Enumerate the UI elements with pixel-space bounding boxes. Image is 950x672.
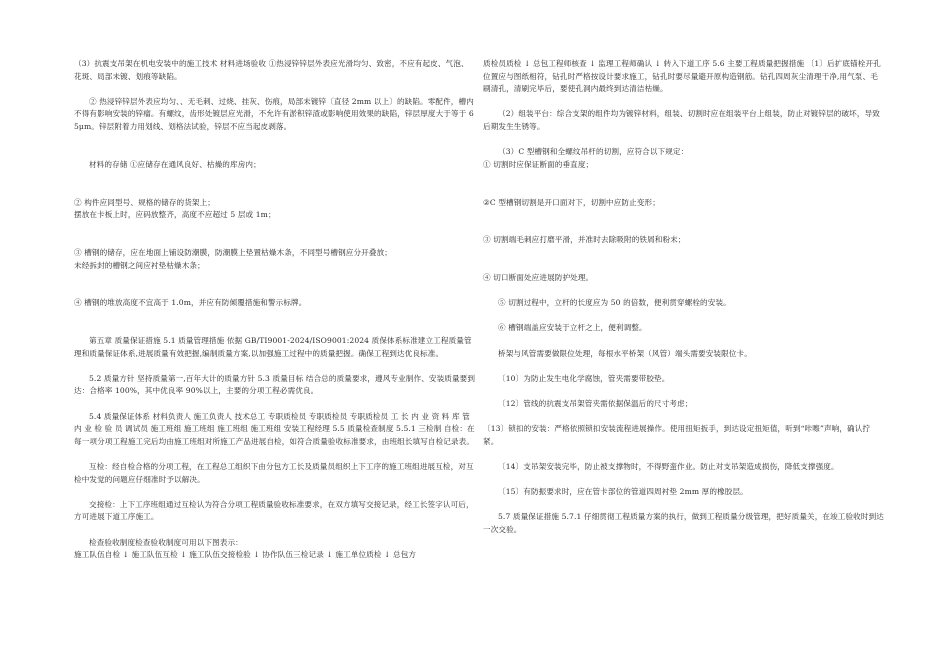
- paragraph-gap: [74, 272, 476, 297]
- paragraph-gap: [483, 335, 884, 348]
- paragraph: 施工队伍自检 ↓ 施工队伍互检 ↓ 施工队伍交接检验 ↓ 协作队伍三检记录 ↓ 施工单位质检 ↓ 总包方: [74, 550, 417, 560]
- paragraph-gap: [74, 398, 476, 411]
- paragraph-gap: [483, 134, 884, 147]
- paragraph: ④ 切口断面处应进展防护处理。: [483, 273, 594, 283]
- paragraph-gap: [483, 448, 884, 461]
- paragraph-gap: [483, 171, 884, 196]
- paragraph-gap: [74, 448, 476, 461]
- paragraph: 5.2 质量方针 坚持质量第一,百年大计的质量方针 5.3 质量目标 结合总的质量要求，遵风专业制作、安装质量要到达：合格率 100%，其中优良率 90%以上，主要的分项工程必需优良。: [74, 373, 476, 396]
- left-column: [74, 58, 476, 562]
- paragraph: （3）抗震支吊架在机电安装中的施工技术 材料进场验收 ①热浸锌锌层外表应光滑均匀、致密，不应有起皮、气泡、花斑、局部未镀、划痕等缺陷。: [74, 59, 469, 81]
- paragraph-gap: [74, 524, 476, 537]
- paragraph: 〔14〕支吊架安装完毕，防止被支撑物时，不得野蛮作业。防止对支吊架造成损伤，降低支撑强度。: [498, 462, 839, 471]
- paragraph-gap: [74, 310, 476, 335]
- paragraph: 桥架与风管需要做限位处理，每根水平桥架（风管）端头需要安装限位卡。: [498, 348, 752, 358]
- paragraph: ② 构件应同型号、规格的储存的货架上；: [74, 197, 215, 207]
- paragraph-gap: [483, 474, 884, 487]
- paragraph-gap: [74, 222, 476, 247]
- paragraph-gap: [483, 247, 884, 272]
- paragraph-gap: [483, 310, 884, 323]
- paragraph-gap: [483, 499, 884, 512]
- paragraph-gap: [74, 83, 476, 96]
- paragraph: 〔13〕锁扣的安装：严格依照锁扣安装流程进展操作。使用扭矩扳手，到达设定扭矩值，听到“咔嚓”声响，确认拧紧。: [483, 424, 871, 446]
- paragraph: ③ 槽钢的储存，应在地面上铺设防潮膜，防潮膜上垫置枯燥木条，不同型号槽钢应分开叠放；: [74, 247, 392, 257]
- paragraph: 互检：经自检合格的分项工程，在工程总工组织下由分包方工长及质量员组织上下工序的施工班组进展互检，对互检中发觉的问题应仔细准时予以解决。: [74, 462, 474, 484]
- paragraph: 检查验收制度检查验收制度可用以下图表示：: [89, 537, 243, 547]
- paragraph-gap: [483, 209, 884, 234]
- paragraph: 材料的存储 ①应储存在通风良好、枯燥的库房内；: [89, 159, 261, 169]
- paragraph-gap: [74, 360, 476, 373]
- paragraph-gap: [483, 285, 884, 298]
- paragraph: 〔10〕为防止发生电化学腐蚀，管夹需要带胶垫。: [498, 373, 670, 383]
- paragraph: 5.4 质量保证体系 材料负责人 施工负责人 技术总工 专职质检员 专职质检员 专职质检员 工 长 内 业 资 料 库 管 内 业 检 验 员 调试员 施工班组 施工班组 施工班组 施工班组 安装工程经理 5.5 质量检查制度 5.5.1 三检制 自检：在每一项分项工程施工完后均由施工班组对所施工产品进展自检，如符合质量验收标准要求，由班组长填写自检记录表。: [74, 411, 475, 446]
- paragraph-gap: [74, 171, 476, 196]
- paragraph: ⑥ 槽钢端盖应安装于立杆之上，便利调整。: [498, 323, 647, 333]
- paragraph: 第五章 质量保证措施 5.1 质量管理措施 依据 GB/TI9001-2024/ISO9001:2024 质保体系标准建立工程质量管理和质量保证体系,进展质量有效把握,编制质量方案,以加强施工过程中的质量把握。确保工程到达优良标准。: [74, 336, 472, 358]
- paragraph: 5.7 质量保证措施 5.7.1 仔细贯彻工程质量方案的执行，做到工程质量分级管理，把好质量关，在竣工验收时到达一次交验。: [483, 512, 884, 534]
- paragraph: 质检员质检 ↓ 总包工程师核查 ↓ 监理工程师确认 ↓ 转入下道工序 5.6 主要工程质量把握措施 〔1〕后扩底锚栓开孔位置应与图纸相符，钻孔时严格按设计要求施工，钻孔时要尽量避开原构造钢筋。钻孔四周灰尘清理干净,用气泵、毛刷清孔，清刷完毕后，要使孔洞内最终到达清洁枯燥。: [483, 59, 881, 94]
- paragraph: ④ 槽钢的堆放高度不宜高于 1.0m，并应有防倾覆措施和警示标牌。: [74, 298, 307, 308]
- paragraph: （2）组装平台：综合支架的组件均为镀锌材料，组装、切割时应在组装平台上组装，防止对镀锌层的破坏，导致后期发生生锈等。: [483, 109, 880, 131]
- paragraph: 未经拆封的槽钢之间应衬垫枯燥木条；: [74, 260, 205, 270]
- paragraph: （3）C 型槽钢和全螺纹吊杆的切割，应符合以下规定：: [498, 147, 689, 157]
- paragraph-gap: [483, 96, 884, 109]
- paragraph: 〔12〕管线的抗震支吊架管夹需依据保温后的尺寸考虑；: [498, 399, 693, 409]
- paragraph-gap: [483, 385, 884, 398]
- paragraph: ③ 切割端毛刺应打磨平滑，并准时去除吸附的铁屑和粉末；: [483, 235, 686, 245]
- paragraph-gap: [74, 134, 476, 159]
- paragraph: ① 切割时应保证断面的垂直度；: [483, 159, 594, 169]
- paragraph: 交接检：上下工序班组通过互检认为符合分项工程质量验收标准要求，在双方填写交接记录，经工长签字认可后，方可进展下道工序施工。: [74, 499, 474, 522]
- paragraph: ⑤ 切割过程中，立杆的长度应为 50 的倍数，便利贯穿螺栓的安装。: [498, 298, 731, 308]
- right-column: [483, 58, 884, 537]
- paragraph: ② 热浸锌锌层外表应均匀、、无毛刺、过烧、挂灰、伤痕，局部未镀锌〔直径 2mm 以上〕的缺陷。零配件，槽内不得有影响安装的锌瘤。有螺纹，齿形处镀层应光滑，不允许有淤积锌渣或影响使用效果的缺陷，锌层厚度大于等于 65μm。锌层附着力用划线、划格法试验，锌层不应当起皮剥落。: [74, 96, 474, 131]
- paragraph-gap: [74, 486, 476, 499]
- paragraph: 摆放在卡板上时，应码放整齐，高度不应超过 5 层或 1m；: [74, 210, 276, 220]
- paragraph-gap: [483, 411, 884, 424]
- paragraph: 〔15〕有防振要求时，应在管卡部位的管道四周衬垫 2mm 厚的橡胶层。: [498, 487, 748, 497]
- paragraph-gap: [483, 360, 884, 373]
- paragraph: ②C 型槽钢切割是开口面对下，切割中应防止变形；: [483, 197, 660, 207]
